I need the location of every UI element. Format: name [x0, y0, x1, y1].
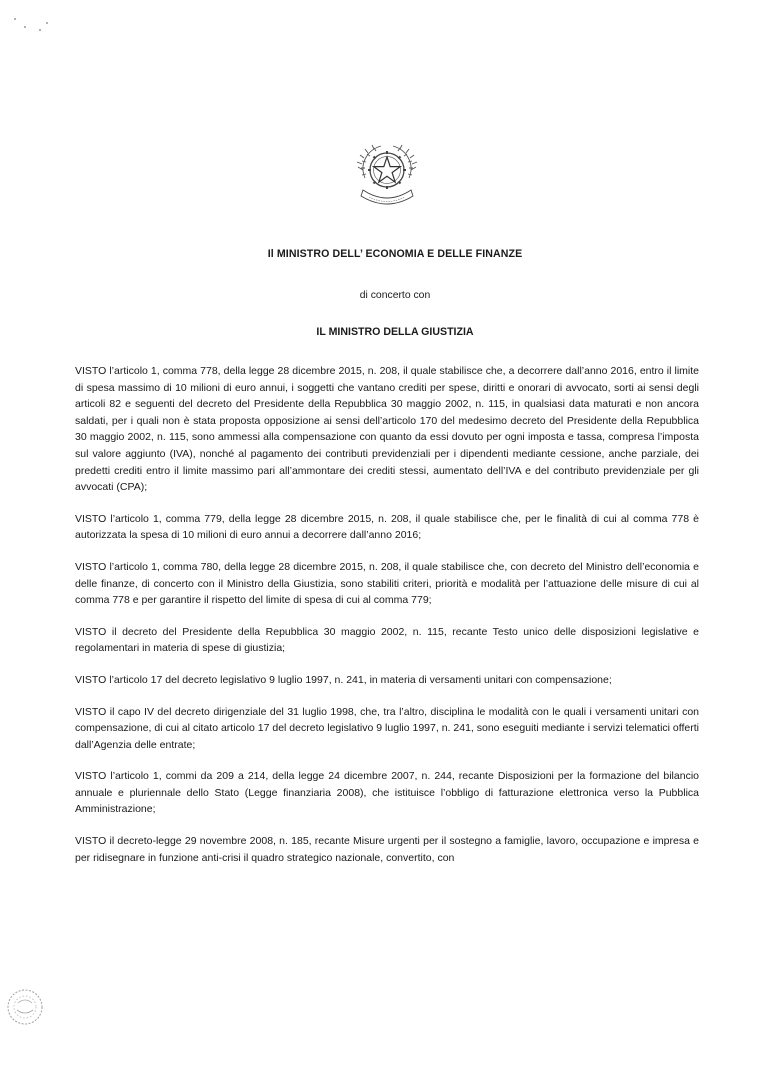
justice-minister-heading: IL MINISTRO DELLA GIUSTIZIA: [316, 326, 474, 338]
stamp-icon: [4, 983, 46, 1031]
scan-speck: [14, 18, 16, 20]
scan-speck: [39, 29, 41, 31]
visto-paragraph: VISTO l’articolo 17 del decreto legislativo 9 luglio 1997, n. 241, in materia di versamenti unitari con compensazione;: [75, 673, 612, 686]
document-body: [75, 363, 699, 881]
scan-speck: [24, 26, 26, 28]
minister-heading: Il MINISTRO DELL’ ECONOMIA E DELLE FINANZE: [267, 248, 523, 260]
emblem-icon: [341, 140, 433, 210]
visto-paragraph: VISTO il decreto-legge 29 novembre 2008, n. 185, recante Misure urgenti per il sostegno a famiglie, lavoro, occupazione e impresa e per ridisegnare in funzione anti-crisi il quadro strategico nazionale, convertito, con: [75, 835, 699, 864]
visto-paragraph: VISTO l’articolo 1, comma 779, della legge 28 dicembre 2015, n. 208, il quale stabilisce che, per le finalità di cui al comma 778 è autorizzata la spesa di 10 milioni di euro annui a decorrere dall’anno 2016;: [75, 512, 699, 542]
visto-paragraph: VISTO l’articolo 1, comma 778, della legge 28 dicembre 2015, n. 208, il quale stabilisce che, a decorrere dall’anno 2016, entro il limite di spesa massimo di 10 milioni di euro annui, i soggetti che vantano crediti per spese, diritti e onorari di avvocato, sorti ai sensi degli articoli 82 e seguenti del decreto del Presidente della Repubblica 30 maggio 2002, n. 115, in qualsiasi data maturati e non ancora saldati, per i quali non è stata proposta opposizione ai sensi dell’articolo 170 del medesimo decreto del Presidente della Repubblica 30 maggio 2002, n. 115, sono ammessi alla compensazione con quanto da essi dovuto per ogni imposta e tassa, compresa l’imposta sul valore aggiunto (IVA), nonché al pagamento dei contributi previdenziali per i dipendenti mediante cessione, anche parziale, dei predetti crediti entro il limite massimo pari all’ammontare dei crediti stessi, aumentato dell’IVA e del contributo previdenziale per gli avvocati (CPA);: [75, 365, 699, 494]
scan-speck: [46, 22, 48, 24]
visto-paragraph: VISTO l’articolo 1, commi da 209 a 214, della legge 24 dicembre 2007, n. 244, recante Disposizioni per la formazione del bilancio annuale e pluriennale dello Stato (Legge finanziaria 2008), che istituisce l’obbligo di fatturazione elettronica verso la Pubblica Amministrazione;: [75, 770, 699, 816]
visto-paragraph: VISTO l’articolo 1, comma 780, della legge 28 dicembre 2015, n. 208, il quale stabilisce che, con decreto del Ministro dell’economia e delle finanze, di concerto con il Ministro della Giustizia, sono stabiliti criteri, priorità e modalità per l’attuazione delle misure di cui al comma 778 e per garantire il rispetto del limite di spesa di cui al comma 779;: [75, 560, 699, 607]
visto-paragraph: VISTO il decreto del Presidente della Repubblica 30 maggio 2002, n. 115, recante Testo unico delle disposizioni legislative e regolamentari in materia di spese di giustizia;: [75, 625, 699, 655]
concert-subheading: di concerto con: [359, 290, 431, 301]
visto-paragraph: VISTO il capo IV del decreto dirigenziale del 31 luglio 1998, che, tra l’altro, disciplina le modalità con le quali i versamenti unitari con compensazione, di cui al citato articolo 17 del decreto legislativo 9 luglio 1997, n. 241, sono eseguiti mediante i servizi telematici offerti dall’Agenzia delle entrate;: [75, 705, 699, 751]
